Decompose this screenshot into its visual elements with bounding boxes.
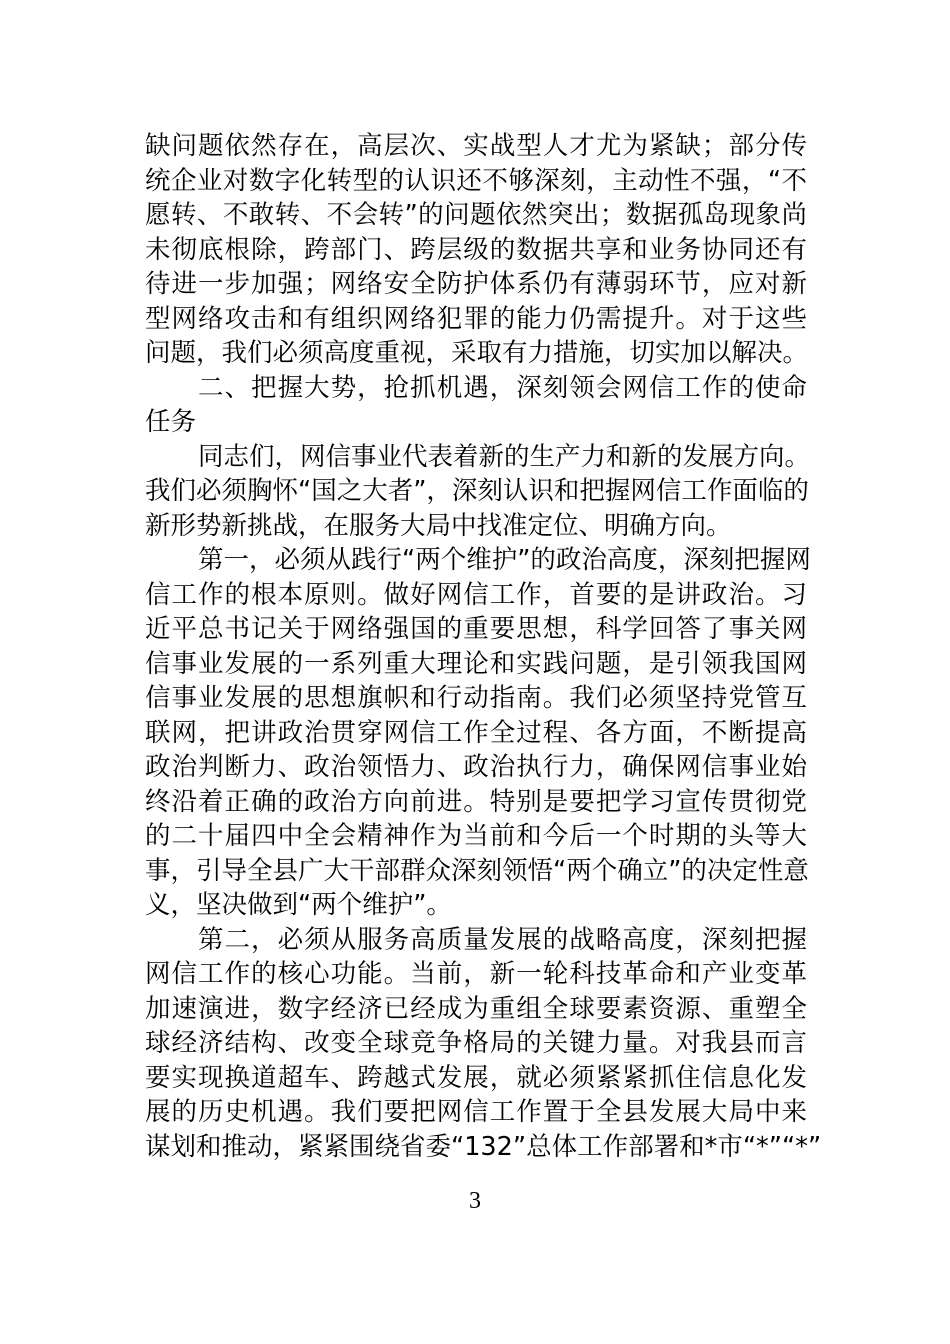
text-line: 展的历史机遇。我们要把网信工作置于全县发展大局中来	[145, 1097, 807, 1127]
text-line: 愿转、不敢转、不会转”的问题依然突出；数据孤岛现象尚	[145, 200, 807, 230]
text-line: 信工作的根本原则。做好网信工作，首要的是讲政治。习	[145, 579, 807, 610]
text-line: 统企业对数字化转型的认识还不够深刻，主动性不强，“不	[145, 165, 807, 196]
text-line: 事，引导全县广大干部群众深刻领悟“两个确立”的决定性意	[145, 855, 809, 886]
paragraph	[145, 129, 807, 371]
text-line: 第二，必须从服务高质量发展的战略高度，深刻把握	[198, 924, 807, 955]
text-line: 的二十届四中全会精神作为当前和今后一个时期的头等大	[145, 821, 807, 851]
text-line: 球经济结构、改变全球竞争格局的关键力量。对我县而言	[145, 1028, 807, 1058]
text-line: 任务	[145, 407, 197, 437]
paragraph	[145, 923, 822, 1165]
text-line: 谋划和推动，紧紧围绕省委“132”总体工作部署和*市“*”“*”	[145, 1131, 822, 1162]
text-line: 第一，必须从践行“两个维护”的政治高度，深刻把握网	[198, 545, 811, 575]
text-line: 加速演进，数字经济已经成为重组全球要素资源、重塑全	[145, 993, 807, 1024]
text-line: 信事业发展的一系列重大理论和实践问题，是引领我国网	[145, 648, 807, 679]
section-heading	[145, 371, 807, 440]
text-line: 问题，我们必须高度重视，采取有力措施，切实加以解决。	[145, 338, 809, 368]
text-line: 联网，把讲政治贯穿网信工作全过程、各方面，不断提高	[145, 717, 807, 748]
document-body	[145, 129, 822, 1164]
text-line: 待进一步加强；网络安全防护体系仍有薄弱环节，应对新	[145, 269, 807, 299]
text-line: 要实现换道超车、跨越式发展，就必须紧紧抓住信息化发	[145, 1062, 807, 1093]
text-line: 缺问题依然存在，高层次、实战型人才尤为紧缺；部分传	[145, 131, 807, 161]
text-line: 未彻底根除，跨部门、跨层级的数据共享和业务协同还有	[145, 234, 807, 265]
text-line: 我们必须胸怀“国之大者”，深刻认识和把握网信工作面临的	[145, 476, 809, 506]
text-line: 终沿着正确的政治方向前进。特别是要把学习宣传贯彻党	[145, 786, 807, 817]
text-line: 型网络攻击和有组织网络犯罪的能力仍需提升。对于这些	[145, 303, 807, 334]
text-line: 网信工作的核心功能。当前，新一轮科技革命和产业变革	[145, 959, 807, 989]
paragraph	[145, 543, 811, 923]
text-line: 新形势新挑战，在服务大局中找准定位、明确方向。	[145, 510, 732, 541]
text-line: 政治判断力、政治领悟力、政治执行力，确保网信事业始	[145, 752, 807, 782]
text-line: 二、把握大势，抢抓机遇，深刻领会网信工作的使命	[198, 372, 807, 403]
text-line: 同志们，网信事业代表着新的生产力和新的发展方向。	[198, 441, 811, 472]
text-line: 近平总书记关于网络强国的重要思想，科学回答了事关网	[145, 614, 807, 644]
paragraph	[145, 440, 811, 544]
page-number: 3	[469, 1188, 481, 1214]
text-line: 信事业发展的思想旗帜和行动指南。我们必须坚持党管互	[145, 683, 807, 713]
text-line: 义，坚决做到“两个维护”。	[145, 890, 452, 920]
